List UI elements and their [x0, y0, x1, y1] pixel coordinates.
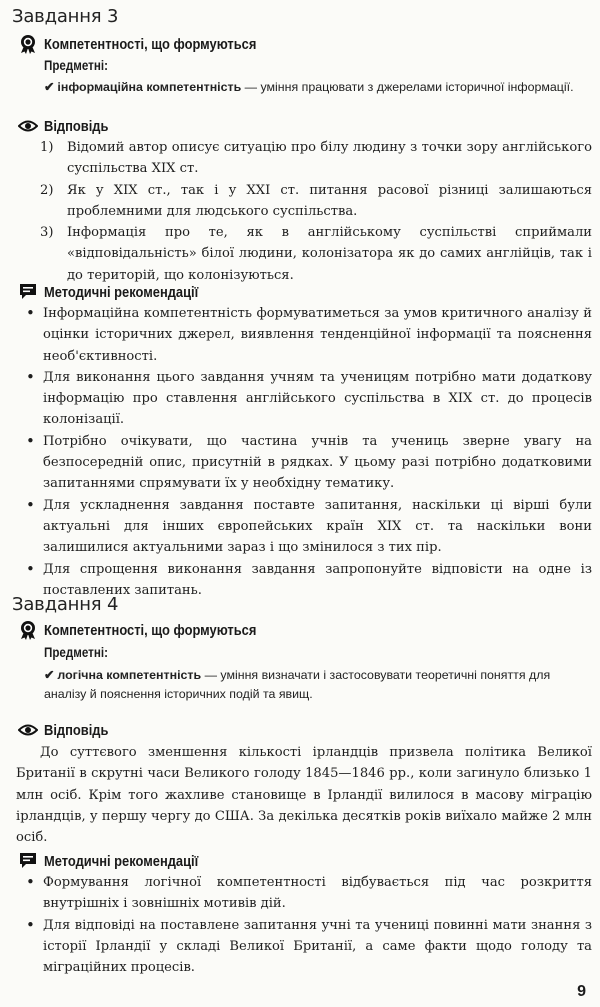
task-4-subject-label: Предметні: — [44, 645, 108, 660]
task-3-answer-heading: Відповідь — [18, 116, 119, 136]
task-4-methods-heading: Методичні рекомендації — [18, 851, 223, 871]
page-number: 9 — [577, 983, 586, 1000]
competence-term: логічна компетентність — [57, 668, 202, 682]
award-ribbon-icon — [18, 34, 38, 54]
list-item: • Потрібно очікувати, що частина учнів та учениць зверне увагу на безпосередній опис, присутній в рядках. У цьому разі потрібно додатковими запитаннями спрямувати їх у необхідну тематику. — [26, 431, 592, 492]
competences-heading-text: Компетентності, що формуються — [44, 35, 257, 53]
eye-icon — [18, 116, 38, 136]
list-item: • Для ускладнення завдання поставте запитання, наскільки ці вірші були актуальні для інших європейських країн XIX ст. та наскільки вони залишилися актуальними зараз і що змінилося з тих пір. — [26, 495, 592, 556]
answer-item: 1) Відомий автор описує ситуацію про білу людину з точки зору англійського суспільства XIX ст. — [40, 140, 592, 177]
check-mark-icon: ✔ — [44, 80, 55, 94]
speech-bubble-icon — [18, 851, 38, 871]
eye-icon — [18, 720, 38, 740]
task-3-answer-list — [40, 137, 592, 286]
list-item: • Для відповіді на поставлене запитання учні та учениці повинні мати знання з історії Ірландії у складі Великої Британії, а саме факти щодо голоду та міграційних процесів. — [26, 915, 592, 976]
task-4-answer-heading: Відповідь — [18, 720, 119, 740]
task-3-competences-heading — [18, 34, 291, 54]
list-item: • Для виконання цього завдання учням та ученицям потрібно мати додаткову інформацію про ставлення англійського суспільства в XIX ст. до процесів колонізації. — [26, 367, 592, 428]
list-item: • Для спрощення виконання завдання запропонуйте відповісти на одне із поставлених запитань. — [26, 559, 592, 598]
task-4-answer-text: До суттєвого зменшення кількості ірландців призвела політика Великої Британії в скрутні часи Великого голоду 1845—1846 рр., коли загинуло близько 1 млн осіб. Крім того жахливе становище в Ірландії вилилося в масову міграцію ірландців, у першу чергу до США. За декілька десятків років виїхало майже 2 млн осіб. — [16, 745, 592, 846]
award-ribbon-icon — [18, 620, 38, 640]
task-3-subject-label: Предметні: — [44, 58, 108, 73]
task-4-competence-item — [44, 666, 584, 704]
task-4-title: Завдання 4 — [12, 594, 119, 615]
answer-item: 2) Як у XIX ст., так і у XXI ст. питання расової різниці залишаються проблемними для людського суспільства. — [40, 182, 592, 219]
competence-description: — уміння визначати і застосовувати теоретичні поняття для аналізу й пояснення історичних подій та явищ. — [44, 668, 551, 701]
task-3-methods-heading: Методичні рекомендації — [18, 282, 223, 302]
task-3-title: Завдання 3 — [12, 6, 119, 27]
speech-bubble-icon — [18, 282, 38, 302]
check-mark-icon: ✔ — [44, 668, 55, 682]
task-4-competences-heading: Компетентності, що формуються — [18, 620, 291, 640]
competence-term: інформаційна компетентність — [57, 80, 242, 94]
list-item: • Формування логічної компетентності відбувається під час розкриття внутрішніх і зовнішніх мотивів дій. — [26, 873, 592, 912]
competence-description: — уміння працювати з джерелами історичної інформації. — [241, 80, 574, 94]
task-3-competence-item — [44, 78, 584, 97]
list-item: • Інформаційна компетентність формуватиметься за умов критичного аналізу й оцінки історичних джерел, виявлення тенденційної інформації та пояснення необ'єктивності. — [26, 304, 592, 364]
task-3-methods-list — [24, 303, 592, 601]
task-4-methods-list — [24, 872, 592, 978]
answer-item: 3) Інформація про те, як в англійському суспільстві сприймали «відповідальність» білої людини, колонізатора як до самих англійців, так і до територій, що колонізуються. — [40, 225, 592, 283]
